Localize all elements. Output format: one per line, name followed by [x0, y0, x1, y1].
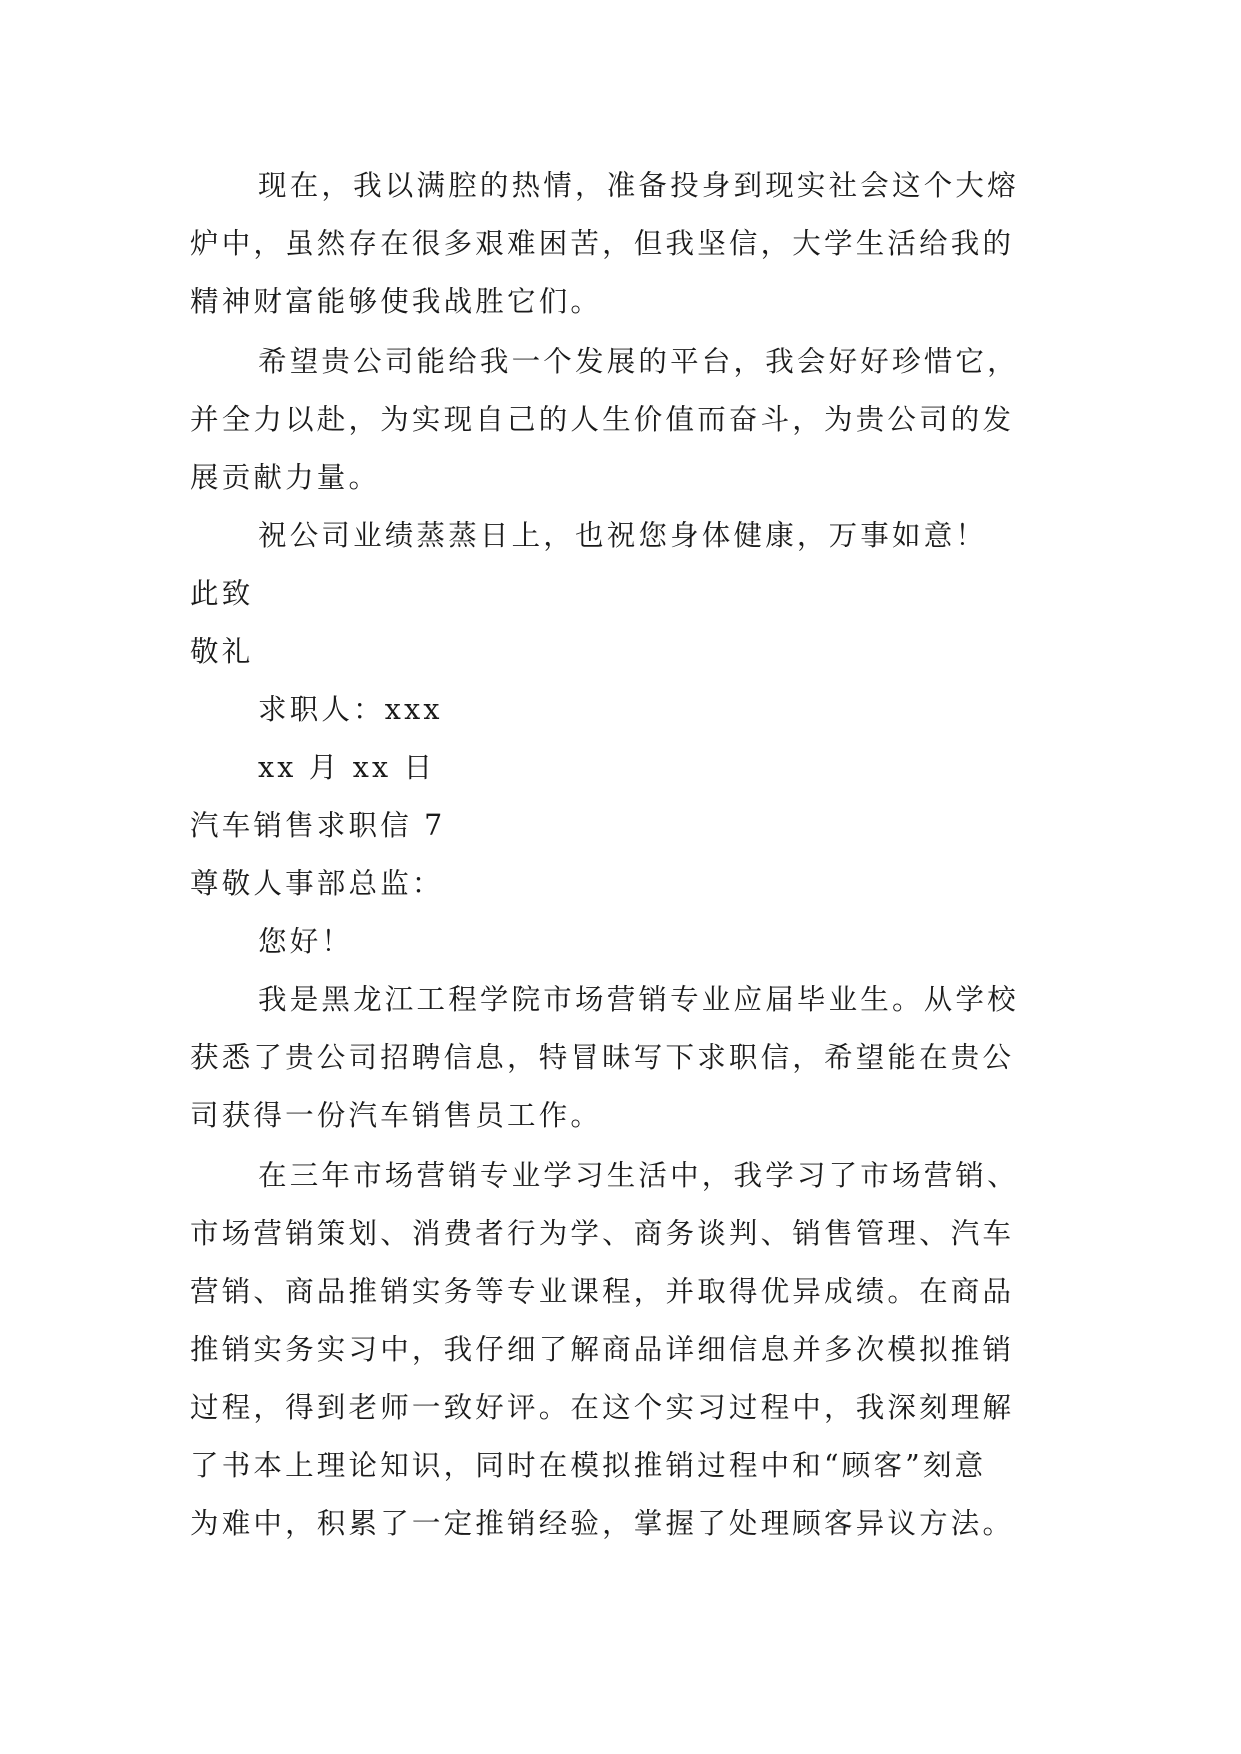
paragraph-line: 营销、商品推销实务等专业课程，并取得优异成绩。在商品: [190, 1275, 1015, 1308]
paragraph-line: 在三年市场营销专业学习生活中，我学习了市场营销、: [258, 1159, 1019, 1192]
paragraph-line: 并全力以赴，为实现自己的人生价值而奋斗，为贵公司的发: [190, 403, 1015, 436]
section-title: 汽车销售求职信 7: [190, 809, 446, 842]
salutation-closing: 此致: [190, 577, 254, 610]
paragraph-line: 推销实务实习中，我仔细了解商品详细信息并多次模拟推销: [190, 1333, 1015, 1366]
paragraph-line: 现在，我以满腔的热情，准备投身到现实社会这个大熔: [258, 169, 1019, 202]
letter-recipient: 尊敬人事部总监：: [190, 867, 444, 900]
paragraph-line: 希望贵公司能给我一个发展的平台，我会好好珍惜它，: [258, 345, 1019, 378]
paragraph-line: 司获得一份汽车销售员工作。: [190, 1099, 603, 1132]
closing-wish: 祝公司业绩蒸蒸日上，也祝您身体健康，万事如意！: [258, 519, 988, 552]
paragraph-line: 精神财富能够使我战胜它们。: [190, 285, 603, 318]
salutation-regards: 敬礼: [190, 635, 254, 668]
paragraph-line: 我是黑龙江工程学院市场营销专业应届毕业生。从学校: [258, 983, 1019, 1016]
paragraph-line: 获悉了贵公司招聘信息，特冒昧写下求职信，希望能在贵公: [190, 1041, 1015, 1074]
paragraph-line: 过程，得到老师一致好评。在这个实习过程中，我深刻理解: [190, 1391, 1015, 1424]
paragraph-line: 市场营销策划、消费者行为学、商务谈判、销售管理、汽车: [190, 1217, 1015, 1250]
paragraph-line: 炉中，虽然存在很多艰难困苦，但我坚信，大学生活给我的: [190, 227, 1015, 260]
letter-greeting: 您好！: [258, 925, 354, 958]
applicant-signature: 求职人：xxx: [258, 693, 443, 726]
paragraph-line: 了书本上理论知识，同时在模拟推销过程中和“顾客”刻意: [190, 1449, 987, 1482]
paragraph-line: 展贡献力量。: [190, 461, 381, 494]
letter-date: xx 月 xx 日: [258, 751, 436, 784]
paragraph-line: 为难中，积累了一定推销经验，掌握了处理顾客异议方法。: [190, 1507, 1015, 1540]
